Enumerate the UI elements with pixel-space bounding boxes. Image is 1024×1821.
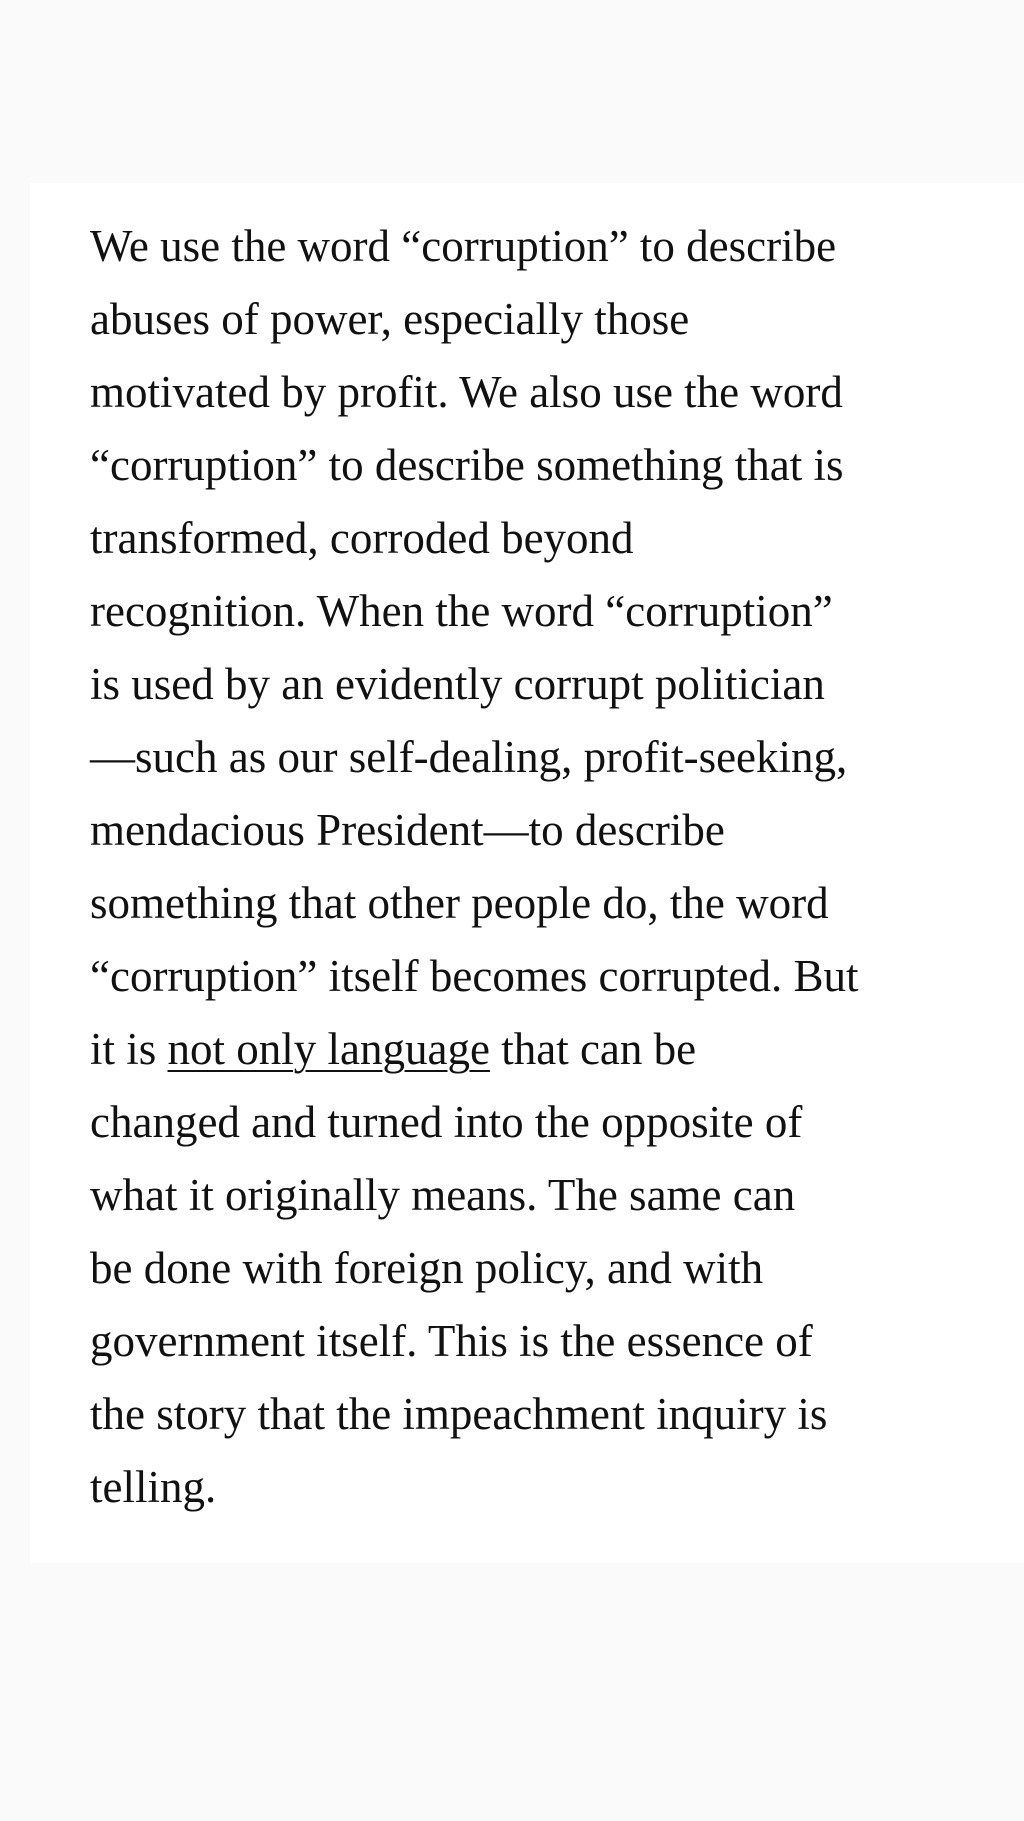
paragraph-line: be done with foreign policy, and with: [90, 1243, 764, 1293]
paragraph-line: —such as our self-dealing, profit-seeking,: [90, 732, 848, 782]
link-suffix-text: that can be: [489, 1024, 697, 1074]
article-paragraph: [90, 210, 1000, 1524]
paragraph-line: We use the word “corruption” to describe: [90, 221, 837, 271]
paragraph-line: recognition. When the word “corruption”: [90, 586, 833, 636]
paragraph-line: what it originally means. The same can: [90, 1170, 796, 1220]
paragraph-line: abuses of power, especially those: [90, 294, 690, 344]
paragraph-line: “corruption” itself becomes corrupted. But: [90, 951, 859, 1001]
paragraph-line: something that other people do, the word: [90, 878, 829, 928]
paragraph-line: the story that the impeachment inquiry is: [90, 1389, 828, 1439]
paragraph-line-with-link: [90, 1013, 1000, 1086]
paragraph-line: government itself. This is the essence of: [90, 1316, 813, 1366]
paragraph-line: transformed, corroded beyond: [90, 513, 634, 563]
paragraph-line: “corruption” to describe something that is: [90, 440, 844, 490]
paragraph-line: is used by an evidently corrupt politician: [90, 659, 825, 709]
paragraph-line: changed and turned into the opposite of: [90, 1097, 803, 1147]
not-only-language-link[interactable]: not only language: [167, 1024, 490, 1074]
paragraph-line: motivated by profit. We also use the word: [90, 367, 843, 417]
link-prefix-text: it is: [90, 1024, 168, 1074]
paragraph-line: mendacious President—to describe: [90, 805, 725, 855]
paragraph-line: telling.: [90, 1462, 217, 1512]
